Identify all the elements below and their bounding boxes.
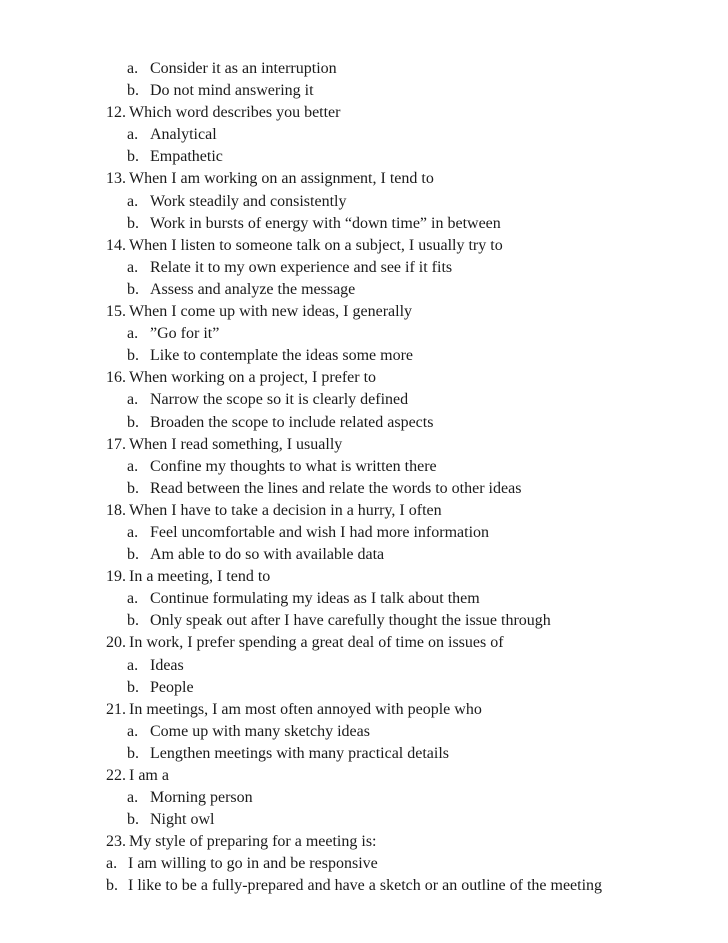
- question-line: [0, 566, 728, 588]
- option-line: [0, 456, 728, 478]
- option-letter: b.: [127, 546, 139, 564]
- option-text: Like to contemplate the ideas some more: [150, 347, 414, 365]
- option-line: [0, 323, 728, 345]
- option-text: I like to be a fully-prepared and have a sketch or an outline of the meeting: [128, 877, 603, 895]
- question-text: When working on a project, I prefer to: [129, 369, 377, 387]
- option-letter: a.: [127, 325, 139, 343]
- question-text: In a meeting, I tend to: [129, 568, 271, 586]
- option-text: Narrow the scope so it is clearly defined: [150, 391, 409, 409]
- option-letter: b.: [127, 744, 139, 762]
- option-line: [0, 478, 728, 500]
- option-text: Consider it as an interruption: [150, 60, 337, 77]
- option-text: Work steadily and consistently: [150, 192, 347, 210]
- question-text: In work, I prefer spending a great deal of time on issues of: [129, 634, 504, 652]
- option-text: Lengthen meetings with many practical details: [150, 744, 450, 762]
- option-line: [0, 412, 728, 434]
- option-line: [0, 610, 728, 632]
- option-letter: a.: [127, 60, 139, 77]
- option-text: Ideas: [150, 656, 184, 674]
- question-text: When I am working on an assignment, I tend to: [129, 170, 434, 188]
- question-text: When I come up with new ideas, I generally: [129, 303, 413, 321]
- question-number: 20.: [106, 634, 126, 652]
- question-line: [0, 168, 728, 190]
- option-line: [0, 677, 728, 699]
- option-text: ”Go for it”: [150, 325, 220, 343]
- option-letter: b.: [127, 811, 139, 829]
- option-line: [0, 191, 728, 213]
- option-letter: a.: [127, 258, 139, 276]
- question-text: Which word describes you better: [129, 104, 341, 122]
- option-line: [0, 213, 728, 235]
- option-text: Relate it to my own experience and see if it fits: [150, 258, 453, 276]
- question-line: [0, 434, 728, 456]
- option-letter: b.: [127, 678, 139, 696]
- option-letter: a.: [127, 722, 139, 740]
- option-letter: b.: [127, 479, 139, 497]
- option-text: Analytical: [150, 126, 217, 144]
- question-line: [0, 367, 728, 389]
- option-line: [0, 257, 728, 279]
- question-line: [0, 831, 728, 853]
- option-letter: b.: [127, 148, 139, 166]
- option-text: Only speak out after I have carefully thought the issue through: [150, 612, 551, 630]
- option-text: Night owl: [150, 811, 215, 829]
- option-text: Work in bursts of energy with “down time” in between: [150, 214, 501, 232]
- question-number: 15.: [106, 303, 126, 321]
- option-line: [0, 544, 728, 566]
- option-letter: a.: [127, 523, 139, 541]
- option-line: [0, 809, 728, 831]
- option-text: Do not mind answering it: [150, 82, 314, 100]
- question-text: In meetings, I am most often annoyed with people who: [129, 700, 482, 718]
- option-text: Confine my thoughts to what is written there: [150, 457, 437, 475]
- option-line: [0, 787, 728, 809]
- option-letter: b.: [127, 82, 139, 100]
- question-number: 23.: [106, 833, 126, 851]
- question-number: 12.: [106, 104, 126, 122]
- question-number: 14.: [106, 236, 126, 254]
- question-line: [0, 632, 728, 654]
- question-text: My style of preparing for a meeting is:: [129, 833, 377, 851]
- question-text: When I have to take a decision in a hurry, I often: [129, 501, 442, 519]
- question-number: 22.: [106, 767, 126, 784]
- question-number: 18.: [106, 501, 126, 519]
- option-letter: a.: [127, 192, 139, 210]
- option-text: Assess and analyze the message: [150, 280, 356, 298]
- question-line: [0, 301, 728, 323]
- question-number: 16.: [106, 369, 126, 387]
- option-line: [0, 721, 728, 743]
- option-line: [0, 124, 728, 146]
- question-number: 17.: [106, 435, 126, 453]
- option-line: [0, 588, 728, 610]
- option-letter: a.: [106, 855, 118, 873]
- question-number: 21.: [106, 700, 126, 718]
- question-text: When I listen to someone talk on a subject, I usually try to: [129, 236, 503, 254]
- option-line: [0, 743, 728, 765]
- option-letter: a.: [127, 590, 139, 608]
- option-line: [0, 345, 728, 367]
- question-line: [0, 235, 728, 257]
- question-line: [0, 500, 728, 522]
- question-line: [0, 699, 728, 721]
- option-text: People: [150, 678, 194, 696]
- option-letter: a.: [127, 391, 139, 409]
- option-text: Continue formulating my ideas as I talk about them: [150, 590, 480, 608]
- option-line: [0, 80, 728, 102]
- question-number: 13.: [106, 170, 126, 188]
- question-text: When I read something, I usually: [129, 435, 343, 453]
- option-letter: b.: [127, 413, 139, 431]
- question-line: [0, 102, 728, 124]
- option-line: [0, 853, 728, 875]
- option-line: [0, 58, 728, 80]
- option-letter: b.: [106, 877, 118, 895]
- option-letter: a.: [127, 789, 139, 807]
- option-letter: b.: [127, 280, 139, 298]
- option-line: [0, 655, 728, 677]
- option-text: Read between the lines and relate the words to other ideas: [150, 479, 522, 497]
- option-text: Empathetic: [150, 148, 223, 166]
- option-letter: a.: [127, 457, 139, 475]
- option-letter: a.: [127, 656, 139, 674]
- option-letter: b.: [127, 612, 139, 630]
- option-line: [0, 389, 728, 411]
- option-text: Morning person: [150, 789, 253, 807]
- option-text: Am able to do so with available data: [150, 546, 385, 564]
- question-number: 19.: [106, 568, 126, 586]
- option-line: [0, 279, 728, 301]
- question-text: I am a: [129, 767, 169, 784]
- option-letter: b.: [127, 347, 139, 365]
- option-line: [0, 146, 728, 168]
- option-letter: a.: [127, 126, 139, 144]
- option-text: Feel uncomfortable and wish I had more information: [150, 523, 490, 541]
- option-line: [0, 522, 728, 544]
- option-text: Come up with many sketchy ideas: [150, 722, 370, 740]
- question-line: [0, 765, 728, 787]
- questionnaire-page: [0, 58, 728, 898]
- option-line: [0, 875, 728, 897]
- option-text: I am willing to go in and be responsive: [128, 855, 378, 873]
- option-letter: b.: [127, 214, 139, 232]
- option-text: Broaden the scope to include related aspects: [150, 413, 434, 431]
